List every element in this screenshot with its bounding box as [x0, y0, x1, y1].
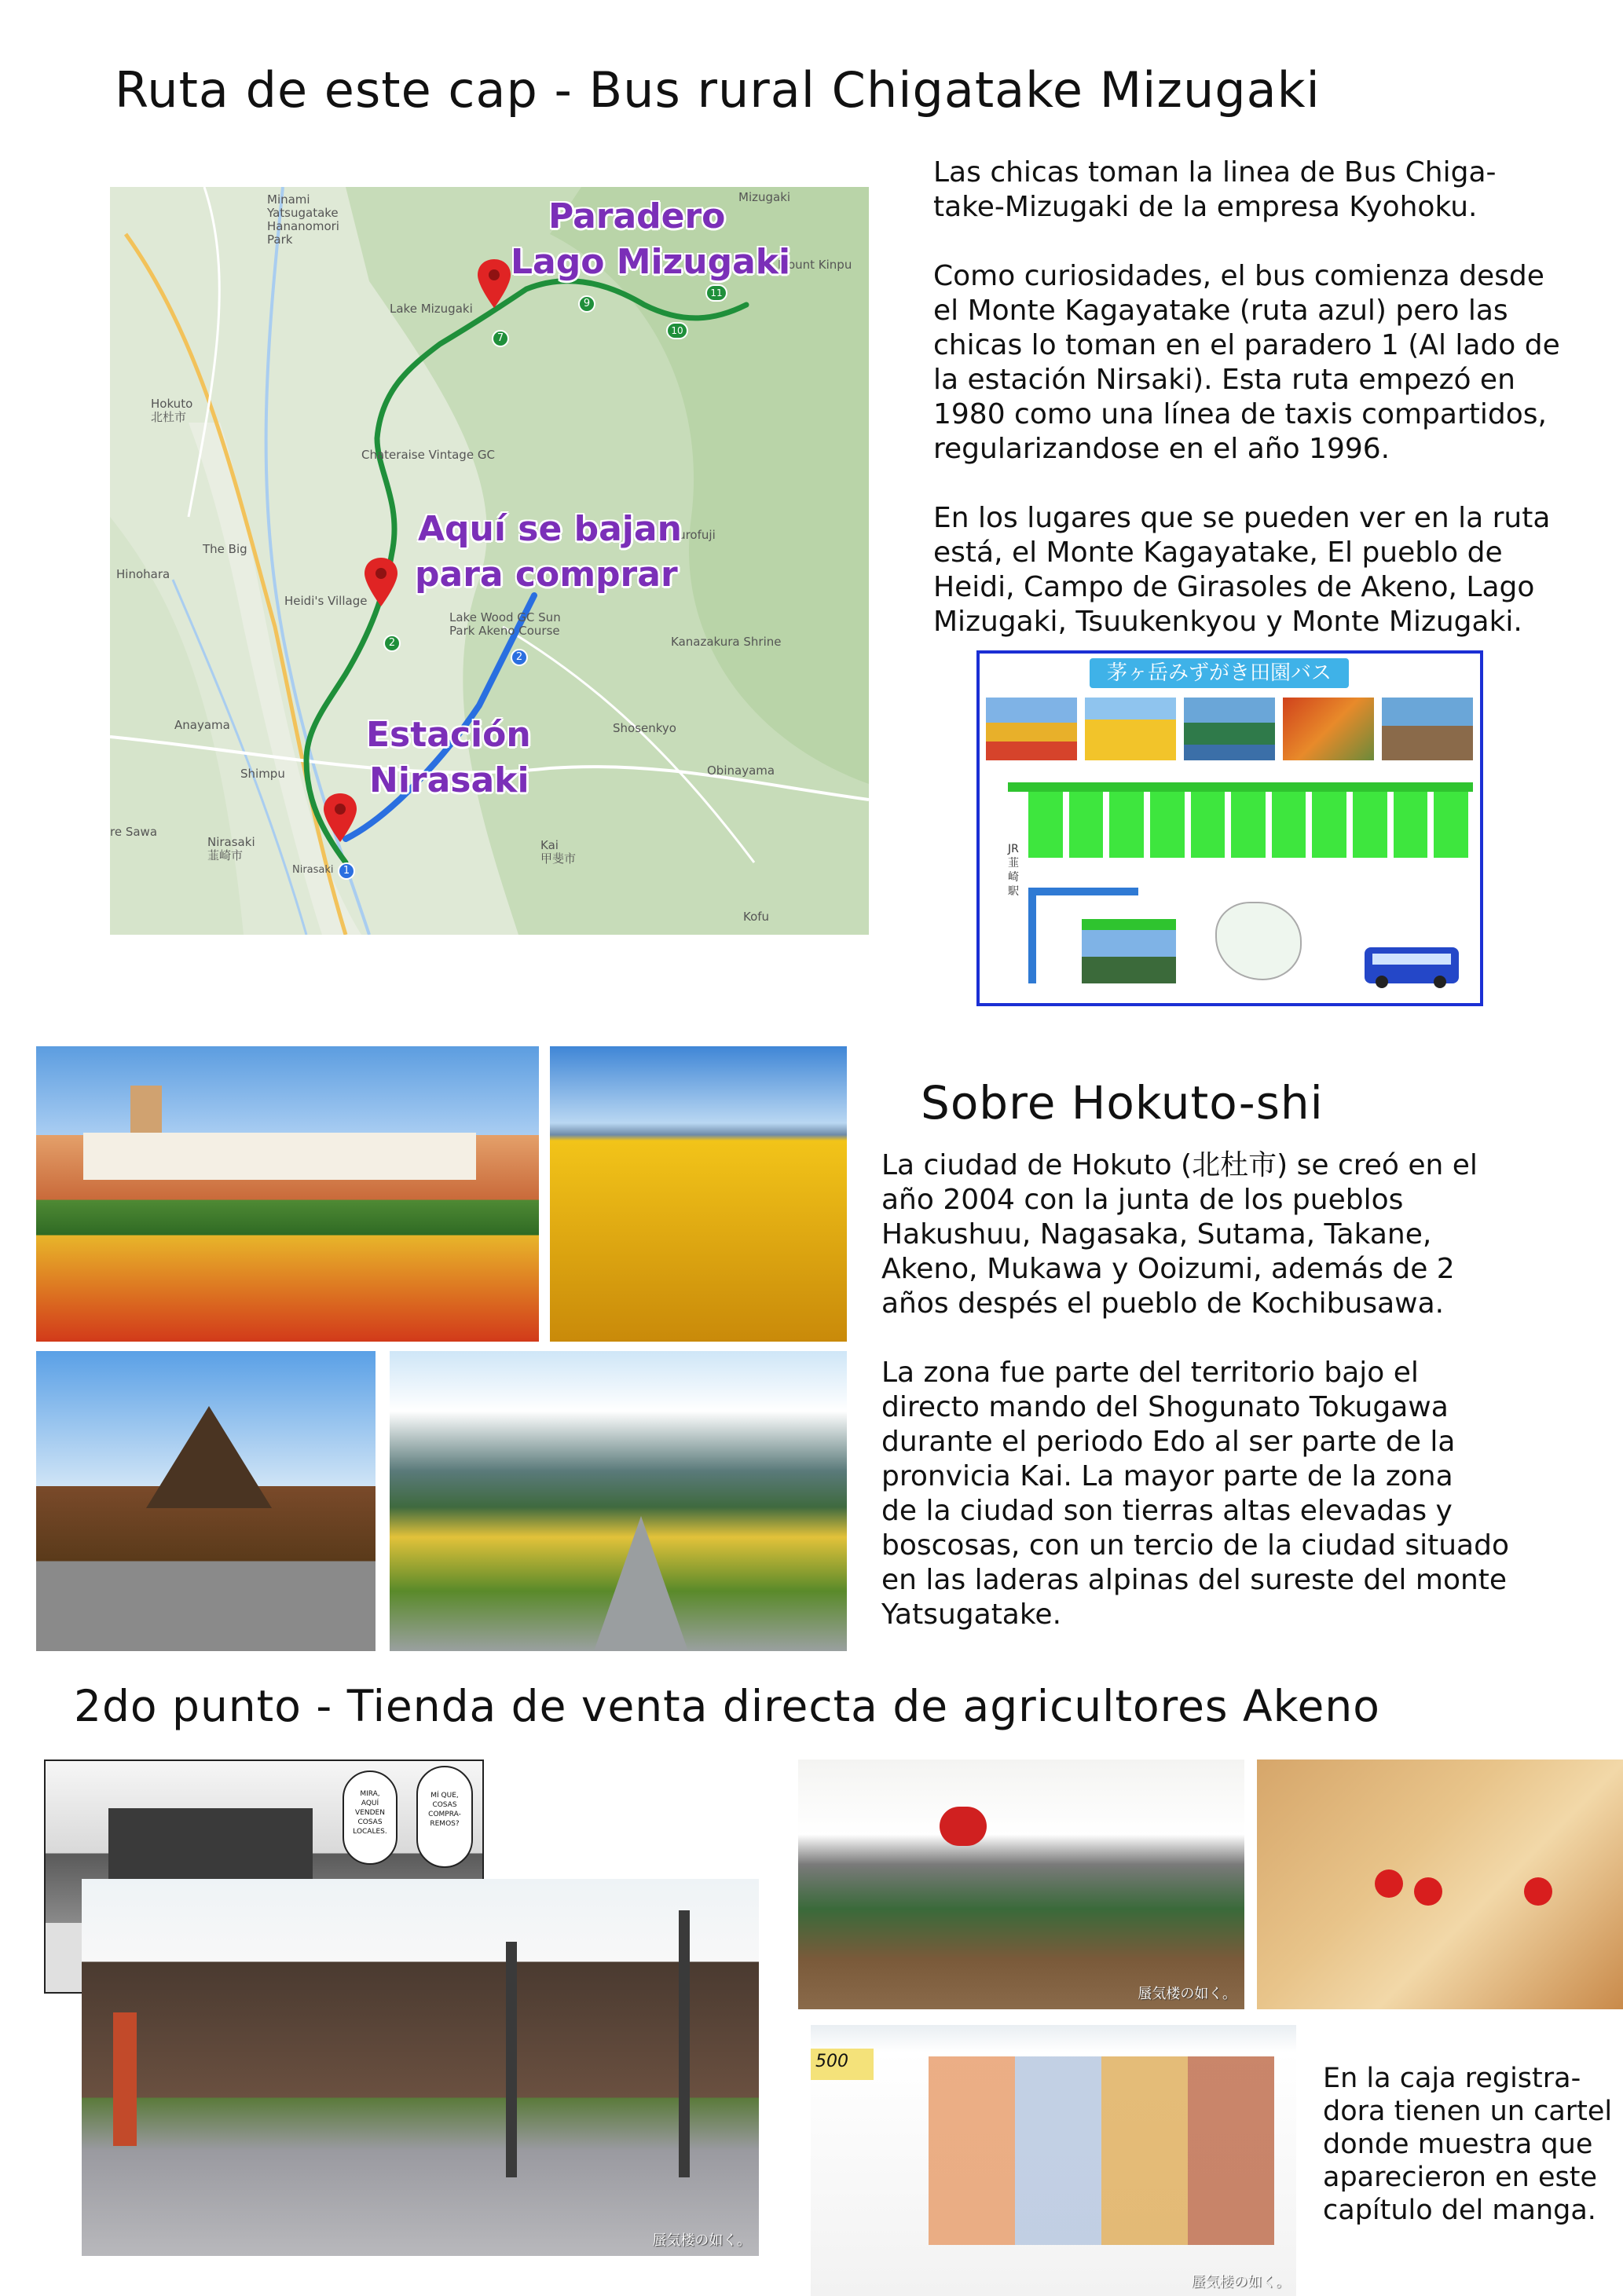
poster-stop-boxes [1028, 792, 1468, 858]
callout-station-line1: Estación [366, 715, 531, 755]
stop-marker-9[interactable]: 9 [578, 295, 595, 313]
photo-watermark-3: 蜃気楼の如く。 [1191, 2274, 1290, 2291]
stop-marker-2-blue[interactable]: 2 [511, 649, 528, 666]
photo-watermark-2: 蜃気楼の如く。 [1138, 1986, 1236, 2002]
map-label-lake-mizugaki: Lake Mizugaki [390, 302, 473, 316]
map-label-hinohara: Hinohara [116, 567, 170, 581]
photo-shop-real [82, 1879, 759, 2256]
poster-prefecture-map [1215, 902, 1302, 980]
photo-register-poster [811, 2025, 1296, 2296]
photo-shop-interior [798, 1760, 1244, 2009]
photo-shop-building [36, 1351, 376, 1651]
hokuto-title: Sobre Hokuto-shi [921, 1076, 1324, 1130]
map-label-kurofuji: Kurofuji [671, 528, 716, 542]
poster-route-bar [1008, 782, 1473, 792]
poster-photo-1 [986, 698, 1077, 760]
map-label-kanazakura: Kanazakura Shrine [671, 635, 782, 649]
poster-branch-bar [1028, 888, 1138, 895]
hokuto-paragraph-2: La zona fue parte del territorio bajo el directo mando del Shogunato Tokugawa durante el periodo Edo al ser parte de la pronvicia Kai. La mayor parte de la zona de la ciudad son tierras altas elevadas y boscosas, con un tercio de la ciudad situado en las laderas alpinas del sureste del monte Yatsugatake. [881, 1357, 1509, 1631]
intro-paragraph-3: En los lugares que se pueden ver en la ruta está, el Monte Kagayatake, El pueblo de Heidi, Campo de Girasoles de Akeno, Lago Mizugaki, Tsuukenkyou y Monte Mizugaki. [933, 502, 1551, 638]
page-title: Ruta de este cap - Bus rural Chigatake Mizugaki [115, 61, 1321, 119]
shop-title: 2do punto - Tienda de venta directa de agricultores Akeno [74, 1681, 1380, 1731]
bus-poster [976, 650, 1483, 1006]
photo-heidi-village [36, 1046, 539, 1342]
stop-marker-1[interactable]: 1 [338, 862, 355, 880]
poster-price: 500 [815, 2052, 848, 2071]
hokuto-paragraph-1: La ciudad de Hokuto (北杜市) se creó en el año 2004 con la junta de los pueblos Hakushuu, Nagasaka, Sutama, Takane, Akeno, Mukawa y Ooizumi, además de 2 años despés el pueblo de Kochibusawa. [881, 1149, 1478, 1320]
route-map[interactable] [110, 187, 869, 935]
map-label-shimpu: Shimpu [240, 767, 285, 781]
photo-tomato-display [1257, 1760, 1623, 2009]
photo-watermark-1: 蜃気楼の如く。 [652, 2232, 751, 2249]
map-label-shosenkyo: Shosenkyo [613, 721, 676, 735]
map-label-kofu: Kofu [743, 910, 770, 924]
map-label-mizugaki: Mizugaki [738, 190, 791, 204]
poster-photo-5 [1382, 698, 1473, 760]
map-label-minami: Minami Yatsugatake Hananomori Park [267, 192, 339, 247]
map-label-obinayama: Obinayama [707, 764, 775, 778]
map-label-sawa: re Sawa [110, 825, 158, 839]
intro-paragraph-2: Como curiosidades, el bus comienza desde el Monte Kagayatake (ruta azul) pero las chicas lo toman en el paradero 1 (Al lado de la estación Nirsaki). Esta ruta empezó en 1980 como una línea de taxis compartidos, regularizandose en el año 1996. [933, 260, 1560, 465]
map-label-chateraise: Chateraise Vintage GC [361, 448, 495, 462]
callout-lake-stop-line2: Lago Mizugaki [511, 242, 791, 282]
map-label-lake-wood: Lake Wood GC Sun Park Akeno Course [449, 610, 561, 638]
stop-marker-7[interactable]: 7 [492, 330, 509, 347]
poster-bus-icon [1365, 947, 1459, 983]
poster-photo-3 [1184, 698, 1275, 760]
stop-marker-11[interactable]: 11 [705, 284, 727, 302]
map-label-hokuto: Hokuto 北杜市 [151, 397, 193, 424]
poster-photo-2 [1085, 698, 1176, 760]
callout-station-line2: Nirasaki [369, 760, 529, 800]
map-label-kai: Kai 甲斐市 [540, 838, 577, 866]
map-label-mount-kinpu: Mount Kinpu [778, 258, 852, 272]
map-label-heidis-village: Heidi's Village [284, 594, 368, 608]
poster-side-label: JR韮崎駅 [1008, 843, 1019, 898]
callout-lake-stop-line1: Paradero [548, 196, 726, 236]
intro-paragraph-1: Las chicas toman la linea de Bus Chiga- take-Mizugaki de la empresa Kyohoku. [933, 156, 1497, 223]
pin-station-icon[interactable] [322, 792, 358, 844]
photo-sunflower-field [550, 1046, 847, 1342]
pin-shop-stop-icon[interactable] [363, 556, 399, 608]
photo-mountain-road [390, 1351, 847, 1651]
map-label-nirasaki: Nirasaki 韮崎市 [207, 835, 255, 862]
callout-shop-stop-line1: Aquí se bajan [418, 509, 682, 549]
stop-marker-10[interactable]: 10 [666, 322, 688, 339]
manga-bubble-2: MÍ QUE, COSAS COMPRA- REMOS? [416, 1766, 473, 1868]
pin-lake-stop-icon[interactable] [476, 258, 512, 309]
stop-marker-2[interactable]: 2 [383, 635, 401, 652]
callout-shop-stop-line2: para comprar [415, 555, 678, 595]
poster-photo-4 [1283, 698, 1374, 760]
map-label-the-big: The Big [203, 542, 247, 556]
poster-branch-line [1028, 889, 1036, 983]
register-caption: En la caja registra- dora tienen un cartel donde muestra que aparecieron en este capítulo del manga. [1323, 2063, 1613, 2226]
poster-mountain-photo [1082, 919, 1176, 983]
map-label-anayama: Anayama [174, 718, 230, 732]
poster-title: 茅ヶ岳みずがき田園バス [1090, 658, 1349, 688]
manga-bubble-1: MIRA, AQUÍ VENDEN COSAS LOCALES. [343, 1771, 398, 1865]
map-label-nirasaki-small: Nirasaki [292, 864, 334, 876]
